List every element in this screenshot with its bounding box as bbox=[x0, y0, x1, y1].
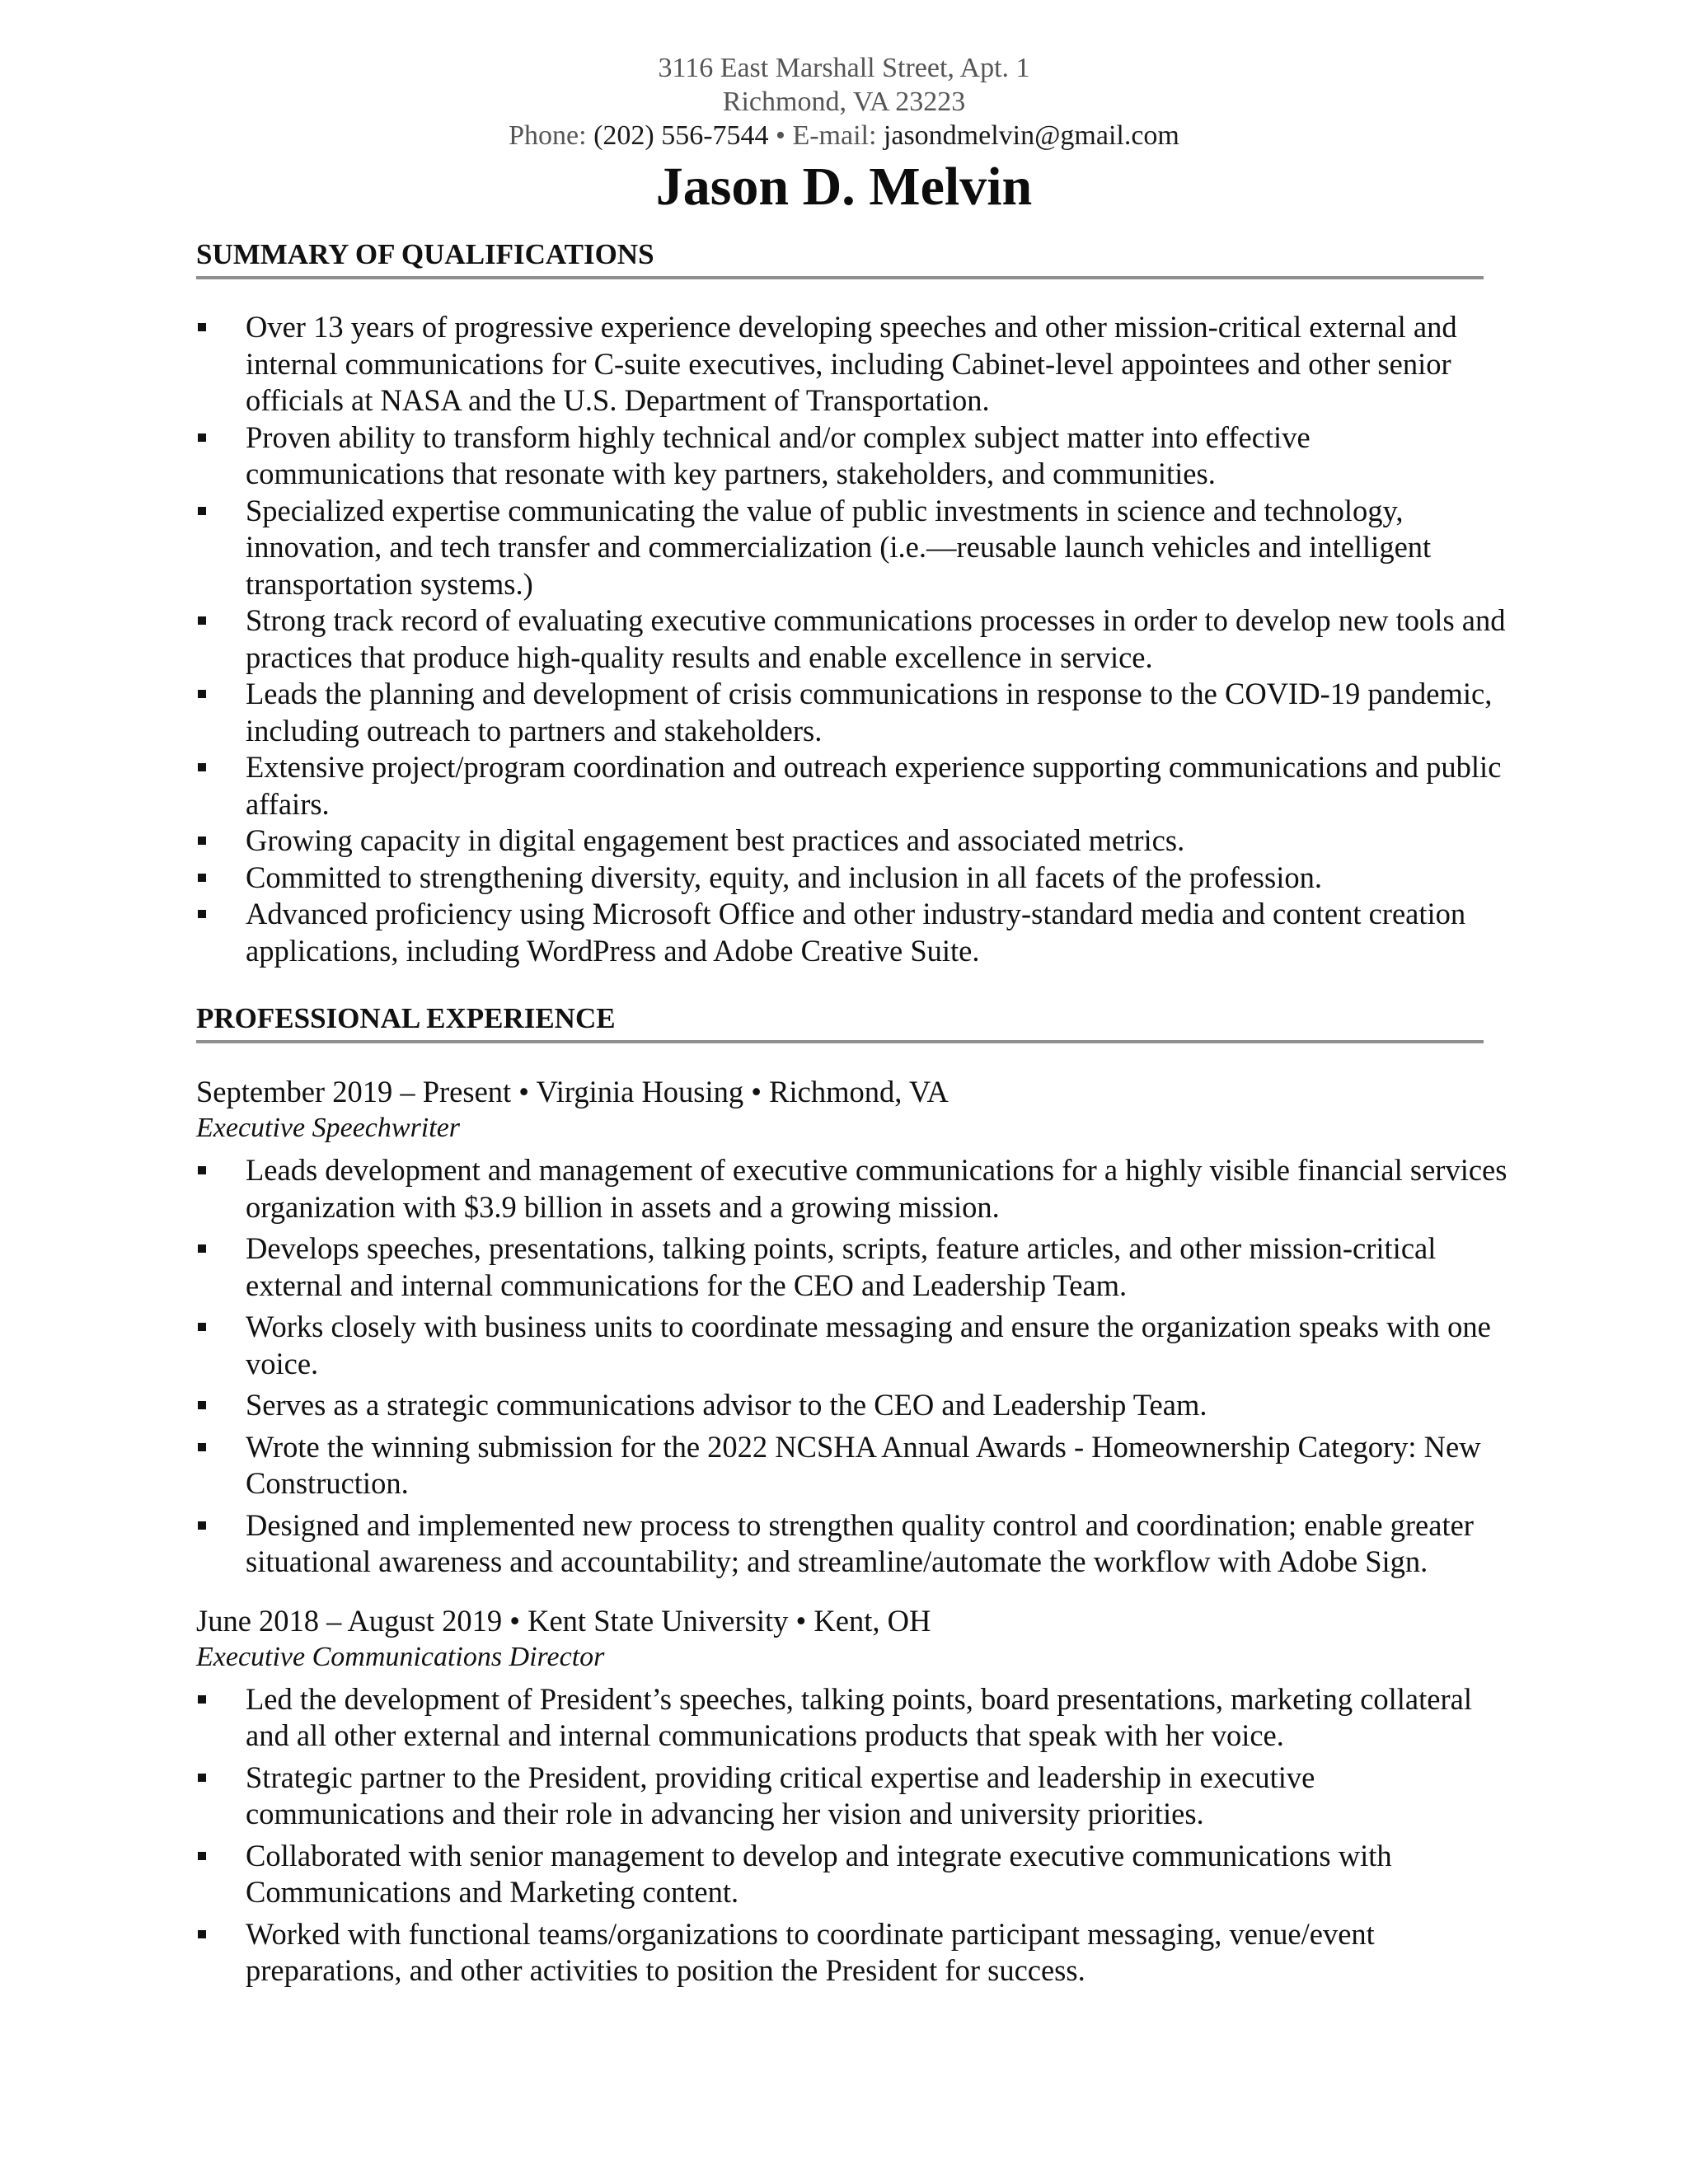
list-item-text: Advanced proficiency using Microsoft Office and other industry-standard media and content creation applications, including WordPress and Adobe Creative Suite. bbox=[246, 897, 1466, 968]
list-item-text: Growing capacity in digital engagement best practices and associated metrics. bbox=[246, 823, 1185, 857]
job-title: Executive Speechwriter bbox=[196, 1113, 461, 1143]
job-duties-list bbox=[196, 1152, 1515, 1581]
list-item bbox=[196, 1916, 1515, 1990]
email-label: E-mail: bbox=[792, 120, 884, 151]
list-item bbox=[196, 309, 1515, 419]
summary-list bbox=[196, 309, 1515, 969]
list-item-text: Over 13 years of progressive experience developing speeches and other mission-critical external and internal communications for C-suite executives, including Cabinet-level appointees and other senior officials at NASA and the U.S. Department of Transportation. bbox=[246, 310, 1457, 417]
list-item-text: Worked with functional teams/organizations to coordinate participant messaging, venue/event preparations, and other activities to position the President for success. bbox=[246, 1916, 1375, 1987]
list-item bbox=[196, 1152, 1515, 1226]
bullet-square-icon bbox=[198, 1930, 206, 1938]
list-item bbox=[196, 1838, 1515, 1911]
list-item-text: Led the development of President’s speeches, talking points, board presentations, marketing collateral and all other external and internal communications products that speak with her voice. bbox=[246, 1681, 1472, 1752]
list-item-text: Specialized expertise communicating the value of public investments in science and technology, innovation, and tech transfer and commercialization (i.e.—reusable launch vehicles and intelligent transportation systems.) bbox=[246, 493, 1432, 601]
phone-number: (202) 556-7544 bbox=[593, 120, 769, 151]
list-item-text: Develops speeches, presentations, talking points, scripts, feature articles, and other mission-critical external and internal communications for the CEO and Leadership Team. bbox=[246, 1231, 1437, 1302]
bullet-square-icon bbox=[198, 837, 206, 845]
list-item bbox=[196, 1387, 1515, 1424]
job-duties-list bbox=[196, 1681, 1515, 1990]
bullet-square-icon bbox=[198, 616, 206, 625]
list-item bbox=[196, 1507, 1515, 1581]
list-item-text: Works closely with business units to coordinate messaging and ensure the organization speaks with one voice. bbox=[246, 1310, 1491, 1380]
phone-email-line bbox=[0, 119, 1688, 152]
bullet-square-icon bbox=[198, 323, 206, 331]
bullet-square-icon bbox=[198, 1521, 206, 1530]
summary-heading: SUMMARY OF QUALIFICATIONS bbox=[196, 237, 1484, 279]
phone-label: Phone: bbox=[509, 120, 594, 151]
list-item bbox=[196, 823, 1515, 860]
bullet-square-icon bbox=[198, 1695, 206, 1704]
bullet-square-icon bbox=[198, 1244, 206, 1253]
email-address[interactable]: jasondmelvin@gmail.com bbox=[883, 120, 1179, 151]
list-item bbox=[196, 602, 1515, 676]
contact-separator: • bbox=[768, 120, 793, 151]
list-item bbox=[196, 493, 1515, 603]
job-header: September 2019 – Present • Virginia Housing • Richmond, VA bbox=[196, 1075, 949, 1108]
job-entry bbox=[196, 1602, 1515, 1990]
contact-block bbox=[0, 51, 1688, 152]
list-item bbox=[196, 1429, 1515, 1502]
bullet-square-icon bbox=[198, 874, 206, 882]
list-item-text: Strategic partner to the President, providing critical expertise and leadership in executive communications and their role in advancing her vision and university priorities. bbox=[246, 1760, 1315, 1830]
job-entry bbox=[196, 1073, 1515, 1581]
list-item bbox=[196, 1230, 1515, 1304]
list-item bbox=[196, 860, 1515, 897]
list-item bbox=[196, 749, 1515, 823]
list-item bbox=[196, 896, 1515, 969]
list-item bbox=[196, 676, 1515, 749]
list-item-text: Leads development and management of executive communications for a highly visible financial services organization with $3.9 billion in assets and a growing mission. bbox=[246, 1153, 1507, 1224]
bullet-square-icon bbox=[198, 1852, 206, 1860]
list-item-text: Leads the planning and development of crisis communications in response to the COVID-19 pandemic, including outreach to partners and stakeholders. bbox=[246, 677, 1493, 748]
list-item bbox=[196, 419, 1515, 493]
experience-heading: PROFESSIONAL EXPERIENCE bbox=[196, 1001, 1484, 1043]
list-item-text: Serves as a strategic communications advisor to the CEO and Leadership Team. bbox=[246, 1388, 1207, 1422]
bullet-square-icon bbox=[198, 1443, 206, 1451]
bullet-square-icon bbox=[198, 1166, 206, 1174]
address-line-2: Richmond, VA 23223 bbox=[722, 87, 966, 117]
list-item-text: Proven ability to transform highly technical and/or complex subject matter into effective communications that resonate with key partners, stakeholders, and communities. bbox=[246, 419, 1311, 490]
bullet-square-icon bbox=[198, 1774, 206, 1782]
list-item bbox=[196, 1681, 1515, 1755]
bullet-square-icon bbox=[198, 1401, 206, 1409]
bullet-square-icon bbox=[198, 1323, 206, 1331]
list-item-text: Strong track record of evaluating executive communications processes in order to develop new tools and practices that produce high-quality results and enable excellence in service. bbox=[246, 603, 1506, 674]
job-title: Executive Communications Director bbox=[196, 1641, 605, 1672]
bullet-square-icon bbox=[198, 690, 206, 698]
bullet-square-icon bbox=[198, 507, 206, 515]
bullet-square-icon bbox=[198, 763, 206, 771]
candidate-name: Jason D. Melvin bbox=[655, 157, 1033, 217]
list-item-text: Extensive project/program coordination and outreach experience supporting communications and public affairs. bbox=[246, 750, 1502, 821]
bullet-square-icon bbox=[198, 434, 206, 442]
address-line-1: 3116 East Marshall Street, Apt. 1 bbox=[658, 53, 1030, 83]
list-item-text: Collaborated with senior management to develop and integrate executive communications with Communications and Marketing content. bbox=[246, 1838, 1392, 1909]
list-item-text: Designed and implemented new process to strengthen quality control and coordination; enable greater situational awareness and accountability; and streamline/automate the workflow with Adobe Sign. bbox=[246, 1507, 1474, 1578]
list-item bbox=[196, 1760, 1515, 1833]
list-item bbox=[196, 1309, 1515, 1382]
job-header: June 2018 – August 2019 • Kent State University • Kent, OH bbox=[196, 1603, 931, 1638]
bullet-square-icon bbox=[198, 910, 206, 918]
resume-page bbox=[196, 51, 1515, 1994]
list-item-text: Wrote the winning submission for the 2022 NCSHA Annual Awards - Homeownership Category: New Construction. bbox=[246, 1429, 1481, 1500]
list-item-text: Committed to strengthening diversity, equity, and inclusion in all facets of the profession. bbox=[246, 860, 1322, 894]
